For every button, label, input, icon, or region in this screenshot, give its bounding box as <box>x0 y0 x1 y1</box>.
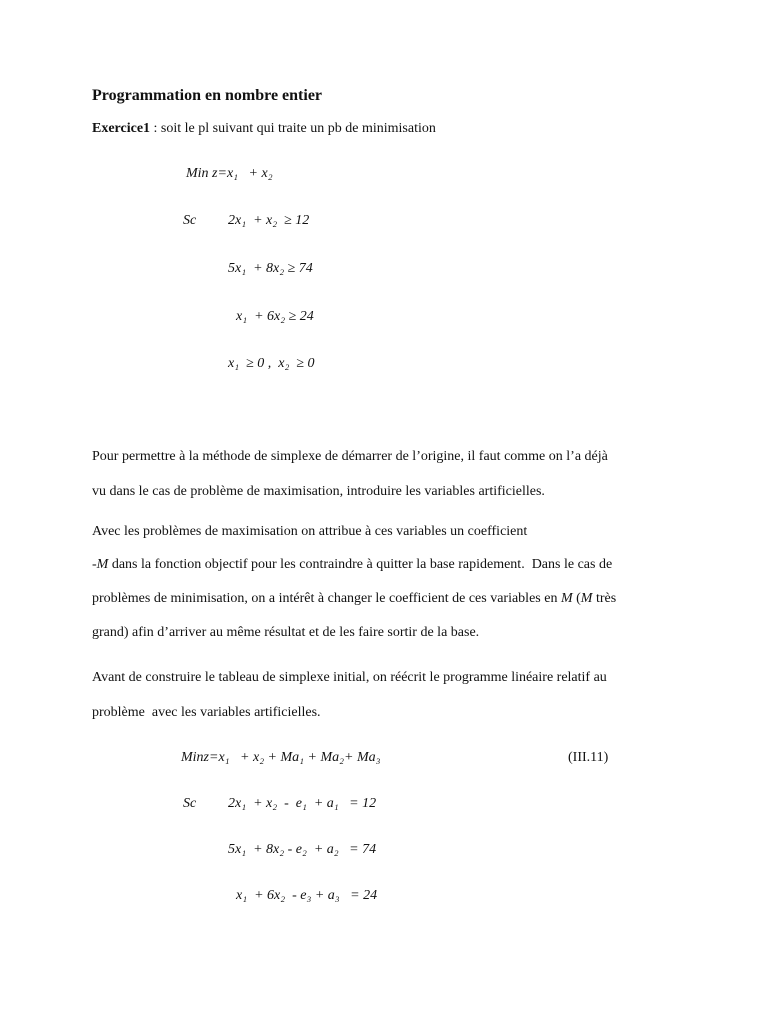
paragraph-2-line-3-text: problèmes de minimisation, on a intérêt à changer le coefficient de ces variables en <box>92 591 561 606</box>
exercise-label: Exercice1 <box>92 121 151 136</box>
nonnegativity-constraint: x₁ ≥ 0 , x₂ ≥ 0 <box>228 356 315 371</box>
big-m: M <box>580 591 593 606</box>
exercise-text: : soit le pl suivant qui traite un pb de minimisation <box>150 121 436 136</box>
paragraph-2-line-3-end: très <box>592 591 617 606</box>
paragraph-2-line-4: grand) afin d’arriver au même résultat et de les faire sortir de la base. <box>92 625 480 640</box>
artificial-constraint-1: 2x₁ + x₂ - e₁ + a₁ = 12 <box>228 796 377 811</box>
paragraph-2-line-2-text: dans la fonction objectif pour les contraindre à quitter la base rapidement. Dans le cas de <box>108 557 613 572</box>
paragraph-1-line-2: vu dans le cas de problème de maximisation, introduire les variables artificielles. <box>92 484 545 499</box>
equation-number: (III.11) <box>568 750 609 765</box>
paragraph-3-line-2: problème avec les variables artificielles. <box>92 705 321 720</box>
page-title: Programmation en nombre entier <box>92 87 323 104</box>
open-paren: ( <box>572 591 581 606</box>
exercise-statement <box>92 121 436 137</box>
constraints-label: Sc <box>183 213 197 228</box>
big-m: M <box>560 591 573 606</box>
paragraph-2-line-2 <box>92 557 612 573</box>
objective-min: Min z=x₁ + x₂ <box>186 166 273 181</box>
artificial-constraint-3: x₁ + 6x₂ - e₃ + a₃ = 24 <box>236 888 378 903</box>
constraint-1: 2x₁ + x₂ ≥ 12 <box>228 213 310 228</box>
artificial-constraint-2: 5x₁ + 8x₂ - e₂ + a₂ = 74 <box>228 842 377 857</box>
paragraph-1-line-1: Pour permettre à la méthode de simplexe de démarrer de l’origine, il faut comme on l’a déjà <box>92 449 608 464</box>
objective-min-artificial: Minz=x₁ + x₂ + Ma₁ + Ma₂+ Ma₃ <box>181 750 381 765</box>
minus-sign: - <box>92 557 97 572</box>
big-m: M <box>96 557 109 572</box>
paragraph-3-line-1: Avant de construire le tableau de simplexe initial, on réécrit le programme linéaire relatif au <box>92 670 607 685</box>
paragraph-2-line-3 <box>92 591 616 607</box>
paragraph-2-line-1: Avec les problèmes de maximisation on attribue à ces variables un coefficient <box>92 524 528 539</box>
constraint-3: x₁ + 6x₂ ≥ 24 <box>236 309 314 324</box>
constraints-label-2: Sc <box>183 796 197 811</box>
constraint-2: 5x₁ + 8x₂ ≥ 74 <box>228 261 313 276</box>
